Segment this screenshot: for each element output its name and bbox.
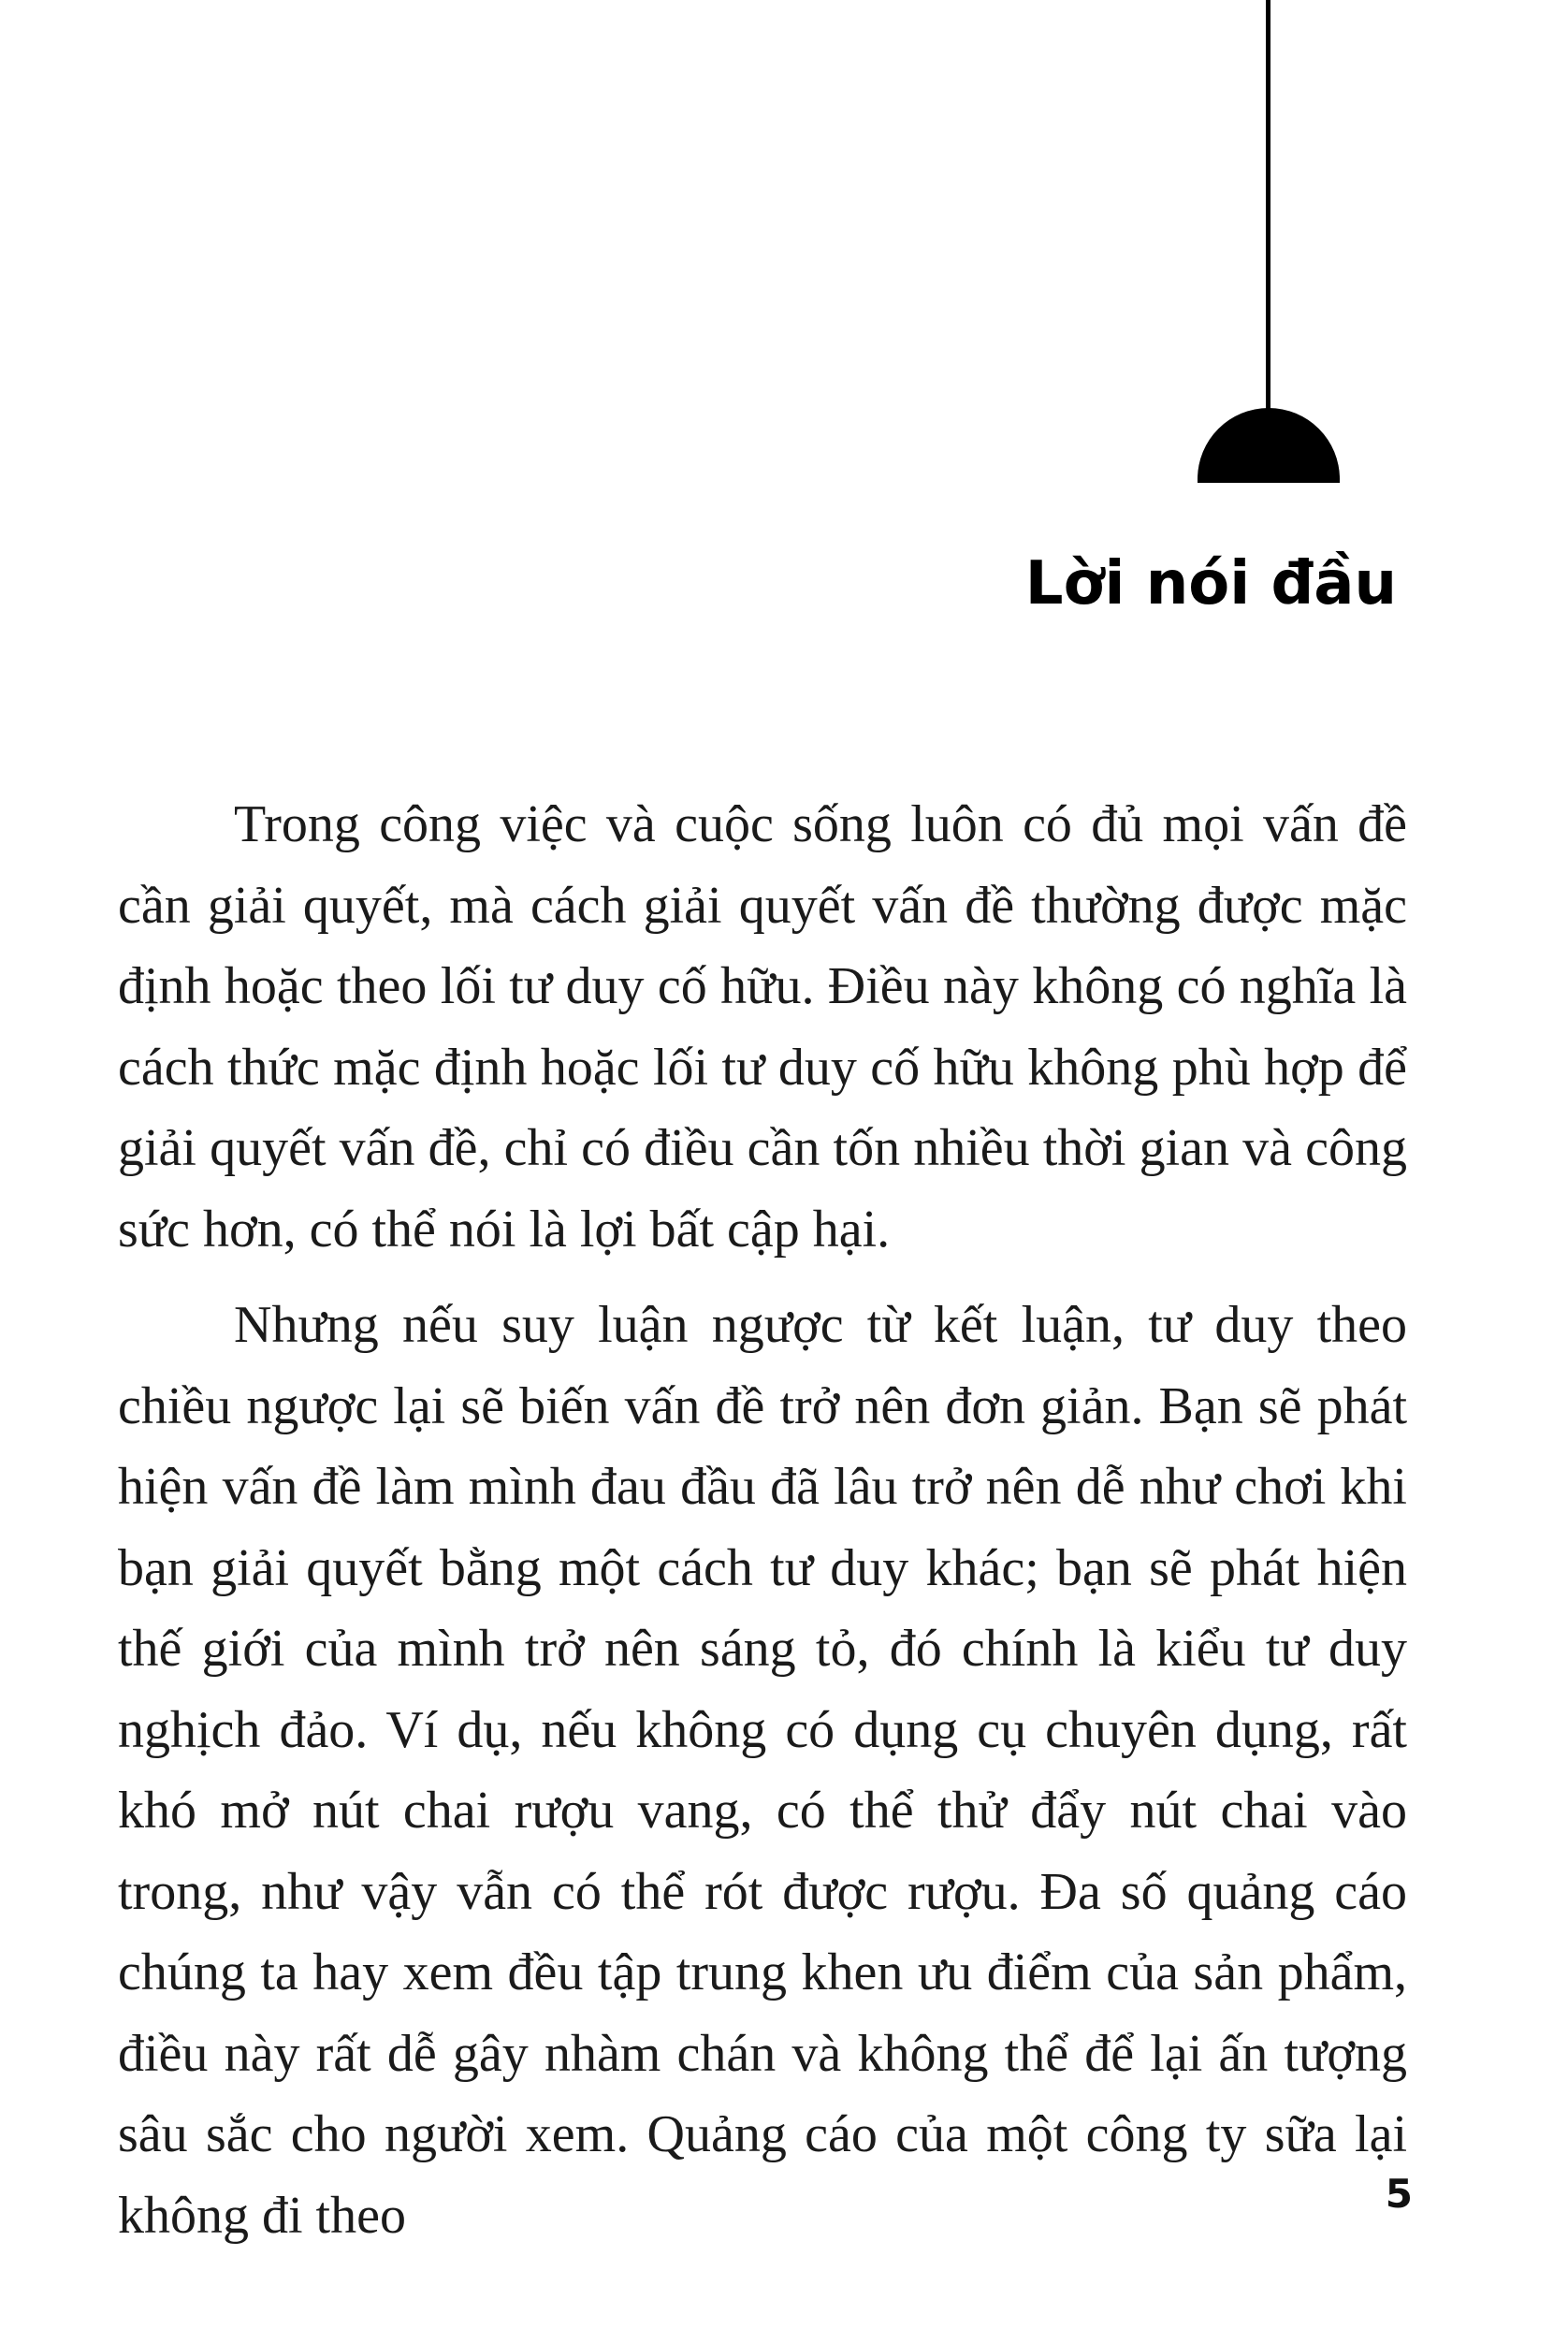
chapter-title: Lời nói đầu (1024, 549, 1397, 618)
body-text (118, 784, 1407, 2256)
page-number: 5 (1385, 2171, 1413, 2217)
paragraph-1: Trong công việc và cuộc sống luôn có đủ mọi vấn đề cần giải quyết, mà cách giải quyết vấn đề thường được mặc định hoặc theo lối tư duy cố hữu. Điều này không có nghĩa là cách thức mặc định hoặc lối tư duy cố hữu không phù hợp để giải quyết vấn đề, chỉ có điều cần tốn nhiều thời gian và công sức hơn, có thể nói là lợi bất cập hại. (118, 795, 1407, 1259)
paragraph-2: Nhưng nếu suy luận ngược từ kết luận, tư duy theo chiều ngược lại sẽ biến vấn đề trở nên đơn giản. Bạn sẽ phát hiện vấn đề làm mình đau đầu đã lâu trở nên dễ như chơi khi bạn giải quyết bằng một cách tư duy khác; bạn sẽ phát hiện thế giới của mình trở nên sáng tỏ, đó chính là kiểu tư duy nghịch đảo. Ví dụ, nếu không có dụng cụ chuyên dụng, rất khó mở nút chai rượu vang, có thể thử đẩy nút chai vào trong, như vậy vẫn có thể rót được rượu. Đa số quảng cáo chúng ta hay xem đều tập trung khen ưu điểm của sản phẩm, điều này rất dễ gây nhàm chán và không thể để lại ấn tượng sâu sắc cho người xem. Quảng cáo của một công ty sữa lại không đi theo (118, 1296, 1407, 2245)
lamp-shade-icon (1198, 408, 1340, 483)
lamp-cord-decoration (1266, 0, 1270, 419)
